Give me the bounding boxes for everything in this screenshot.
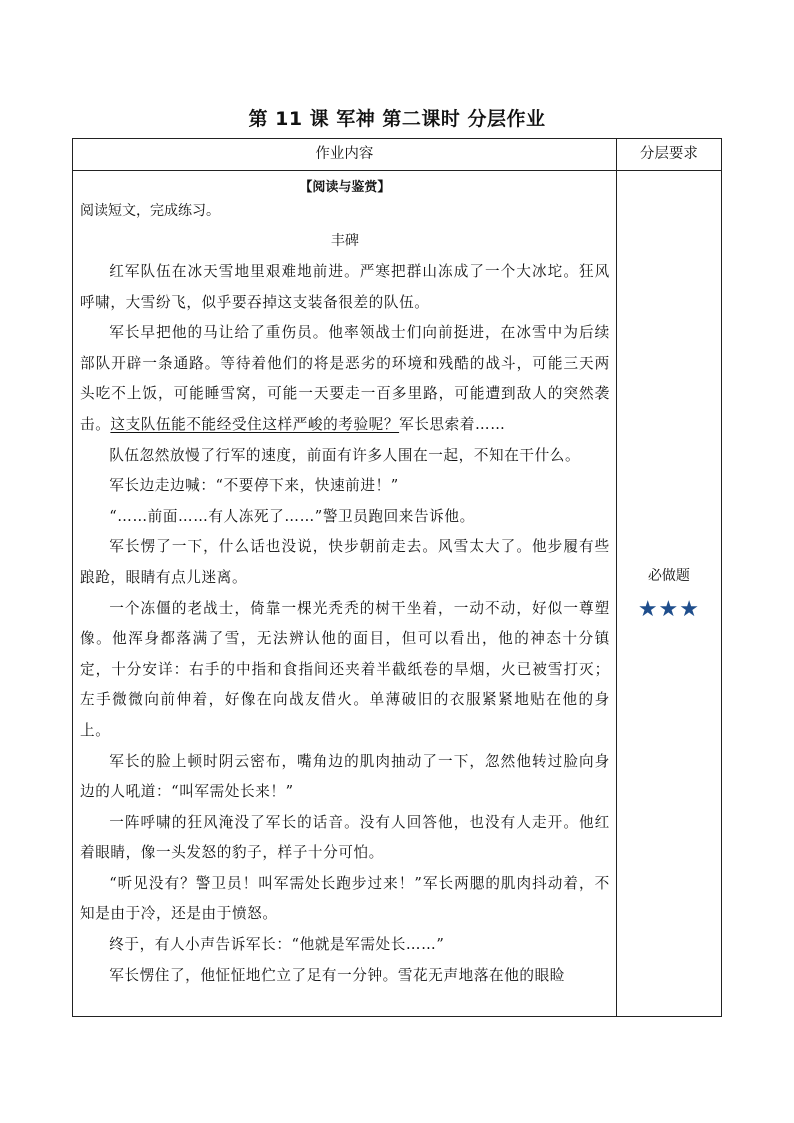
paragraph: “听见没有？警卫员！叫军需处长跑步过来！”军长两腮的肌肉抖动着，不知是由于冷，还是由于愤怒。 [80, 874, 610, 923]
paragraph: 终于，有人小声告诉军长：“他就是军需处长……” [109, 936, 445, 954]
story-title: 丰碑 [330, 233, 359, 249]
worksheet-table [72, 138, 722, 1017]
content-cell [73, 171, 617, 1017]
header-level: 分层要求 [616, 139, 721, 171]
paragraph-text: 军长早把他的马让给了重伤员。他率领战士们向前挺进，在冰雪中为后续部队开辟一条通路。等待着他们的将是恶劣的环境和残酷的战斗，可能三天两头吃不上饭，可能睡雪窝，可能一天要走一百多里路，可能遭到敌人的突然袭击。 [80, 324, 610, 433]
header-content: 作业内容 [73, 139, 617, 171]
level-label: 必做题 [647, 568, 690, 584]
page-title: 第 11 课 军神 第二课时 分层作业 [248, 108, 546, 130]
star-rating-icon: ★★★ [637, 597, 700, 622]
paragraph: 红军队伍在冰天雪地里艰难地前进。严寒把群山冻成了一个大冰坨。狂风呼啸，大雪纷飞，似乎要吞掉这支装备很差的队伍。 [80, 263, 610, 311]
level-cell [616, 171, 721, 1017]
paragraph: “……前面……有人冻死了……”警卫员跑回来告诉他。 [109, 507, 475, 525]
paragraph: 一个冻僵的老战士，倚靠一棵光秃秃的树干坐着，一动不动，好似一尊塑像。他浑身都落满了雪，无法辨认他的面目，但可以看出，他的神态十分镇定，十分安详：右手的中指和食指间还夹着半截纸卷的旱烟，火已被雪打灭；左手微微向前伸着，好像在向战友借火。单薄破旧的衣服紧紧地贴在他的身上。 [80, 599, 610, 739]
instruction-text: 阅读短文，完成练习。 [80, 203, 220, 219]
paragraph [80, 318, 610, 440]
section-label: 【阅读与鉴赏】 [299, 180, 391, 195]
paragraph: 军长愣了一下，什么话也没说，快步朝前走去。风雪太大了。他步履有些踉跄，眼睛有点儿迷离。 [80, 538, 610, 586]
paragraph: 军长边走边喊：“不要停下来，快速前进！” [109, 477, 399, 495]
table-body-row [73, 171, 722, 1017]
paragraph: 队伍忽然放慢了行军的速度，前面有许多人围在一起，不知在干什么。 [109, 446, 581, 464]
paragraph: 军长愣住了，他怔怔地伫立了足有一分钟。雪花无声地落在他的眼睑 [109, 966, 566, 984]
table-header-row [73, 139, 722, 171]
paragraph: 一阵呼啸的狂风淹没了军长的话音。没有人回答他，也没有人走开。他红着眼睛，像一头发怒的豹子，样子十分可怕。 [80, 813, 610, 862]
paragraph-text-after: 军长思索着…… [399, 415, 506, 433]
underlined-sentence: 这支队伍能不能经受住这样严峻的考验呢？ [110, 415, 400, 433]
paragraph: 军长的脸上顿时阴云密布，嘴角边的肌肉抽动了一下，忽然他转过脸向身边的人吼道：“叫军需处长来！” [80, 752, 610, 801]
